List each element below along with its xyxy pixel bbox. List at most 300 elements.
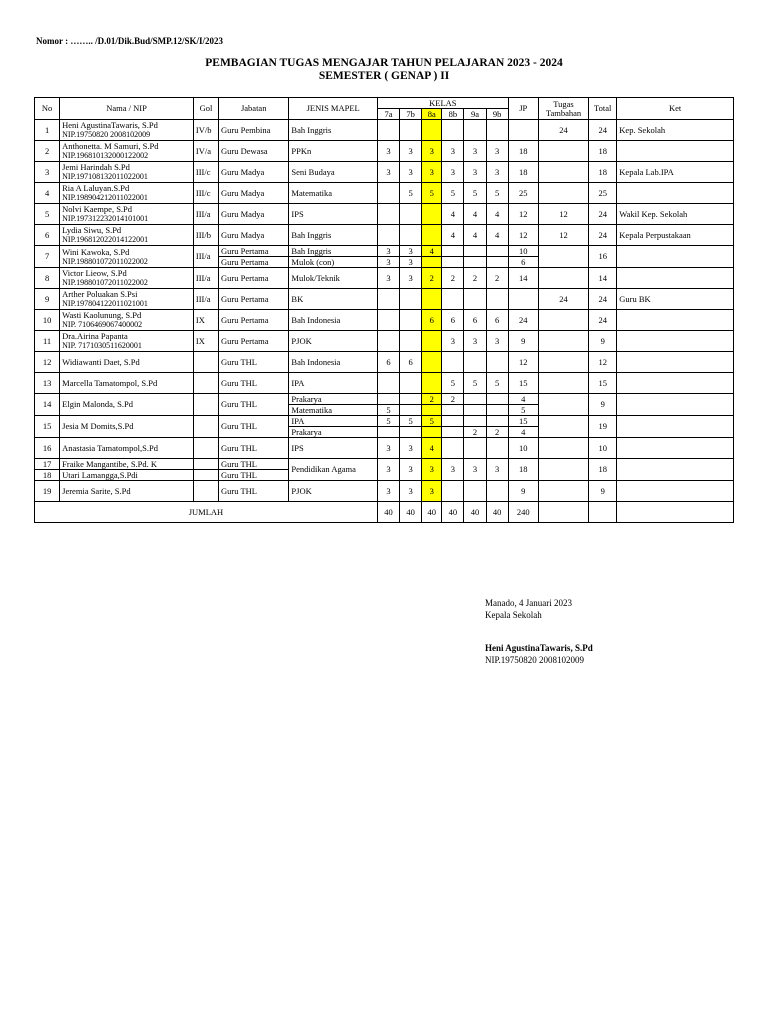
row-number: 19 (35, 481, 60, 502)
teacher-name: Marcella Tamatompol, S.Pd (62, 377, 158, 388)
kelas-9a-total: 40 (464, 502, 486, 523)
gol-cell: IX (193, 310, 218, 331)
kelas-7a-cell (377, 427, 399, 438)
jabatan-cell: Guru THL (219, 394, 289, 416)
kelas-7b-cell: 3 (400, 459, 422, 481)
col-total: Total (589, 98, 617, 120)
ket-cell: Guru BK (617, 289, 734, 310)
kelas-9a-cell: 4 (464, 204, 486, 225)
teacher-name: Anthonetta. M Samuri, S.Pd (62, 141, 159, 151)
jabatan-cell: Guru THL (219, 438, 289, 459)
total-cell: 24 (589, 289, 617, 310)
mapel-cell: Bah Inggris (289, 120, 378, 141)
name-nip-cell (60, 310, 194, 331)
name-nip-cell (60, 373, 194, 394)
kelas-7b-cell (400, 405, 422, 416)
jp-cell: 12 (508, 352, 538, 373)
teacher-nip: NIP.197108132011022001 (62, 172, 148, 181)
kelas-9a-cell: 5 (464, 373, 486, 394)
kelas-9a-cell: 5 (464, 183, 486, 204)
kelas-9b-cell: 5 (486, 183, 508, 204)
kelas-8b-cell: 3 (442, 141, 464, 162)
kelas-8a-cell (422, 331, 442, 352)
kelas-7b-cell (400, 427, 422, 438)
kelas-7a-cell (377, 120, 399, 141)
jp-cell: 6 (508, 257, 538, 268)
jp-cell: 18 (508, 141, 538, 162)
kelas-7a-cell: 3 (377, 268, 399, 289)
document-title: PEMBAGIAN TUGAS MENGAJAR TAHUN PELAJARAN 2023 - 2024 (205, 57, 563, 69)
tugas-tambahan-cell (538, 183, 588, 204)
jp-cell: 12 (508, 204, 538, 225)
kelas-8b-cell: 3 (442, 331, 464, 352)
table-row (35, 459, 734, 470)
mapel-cell: Mulok/Teknik (289, 268, 378, 289)
teacher-name: Widiawanti Daet, S.Pd (62, 356, 140, 367)
table-row (35, 331, 734, 352)
kelas-7a-cell (377, 289, 399, 310)
kelas-8b-cell (442, 289, 464, 310)
gol-cell: IV/a (193, 141, 218, 162)
kelas-7b-cell: 5 (400, 183, 422, 204)
mapel-cell: IPS (289, 438, 378, 459)
kelas-7a-cell (377, 373, 399, 394)
jp-cell: 12 (508, 225, 538, 246)
jp-cell (508, 289, 538, 310)
kelas-8b-cell: 5 (442, 373, 464, 394)
jp-cell: 18 (508, 459, 538, 481)
kelas-9a-cell (464, 416, 486, 427)
mapel-cell: PJOK (289, 481, 378, 502)
tugas-tambahan-cell: 24 (538, 120, 588, 141)
row-number: 1 (35, 120, 60, 141)
jabatan-cell: Guru THL (219, 352, 289, 373)
teaching-assignment-table (34, 97, 734, 523)
kelas-7a-cell: 3 (377, 246, 399, 257)
kelas-8b-cell (442, 438, 464, 459)
jp-cell: 24 (508, 310, 538, 331)
total-cell: 25 (589, 183, 617, 204)
kelas-7a-cell (377, 331, 399, 352)
kelas-9b-cell: 4 (486, 204, 508, 225)
table-header-row (35, 98, 734, 109)
total-cell: 24 (589, 204, 617, 225)
name-nip-cell (60, 331, 194, 352)
row-number: 12 (35, 352, 60, 373)
table-row (35, 373, 734, 394)
tugas-tambahan-cell (538, 268, 588, 289)
row-number: 7 (35, 246, 60, 268)
total-cell: 24 (589, 120, 617, 141)
kelas-7a-cell (377, 204, 399, 225)
tugas-tambahan-cell (538, 416, 588, 438)
teacher-nip: NIP.197804122011021001 (62, 299, 148, 308)
row-number: 11 (35, 331, 60, 352)
kelas-8a-cell (422, 405, 442, 416)
teacher-name: Jeremia Sarite, S.Pd (62, 485, 131, 496)
name-nip-cell (60, 162, 194, 183)
jp-cell: 4 (508, 427, 538, 438)
teacher-nip: NIP.196812022014122001 (62, 235, 149, 244)
mapel-cell: PJOK (289, 331, 378, 352)
jp-cell: 14 (508, 268, 538, 289)
mapel-cell: IPS (289, 204, 378, 225)
mapel-cell: Bah Indonesia (289, 352, 378, 373)
kelas-8a-cell (422, 427, 442, 438)
jabatan-cell: Guru THL (219, 373, 289, 394)
mapel-cell: IPA (289, 373, 378, 394)
kelas-9a-cell (464, 246, 486, 257)
kelas-7b-cell: 3 (400, 141, 422, 162)
jumlah-label: JUMLAH (35, 502, 378, 523)
total-cell: 12 (589, 352, 617, 373)
ket-cell: Wakil Kep. Sekolah (617, 204, 734, 225)
gol-cell (193, 459, 218, 470)
jp-cell: 10 (508, 438, 538, 459)
kelas-8b-cell: 2 (442, 268, 464, 289)
total-cell: 9 (589, 331, 617, 352)
kelas-8a-cell (422, 120, 442, 141)
row-number: 10 (35, 310, 60, 331)
kelas-9a-cell (464, 438, 486, 459)
gol-cell: III/c (193, 162, 218, 183)
teacher-nip: NIP.198801072011022002 (62, 256, 148, 266)
kelas-9b-cell: 3 (486, 162, 508, 183)
kelas-9b-cell (486, 394, 508, 405)
kelas-9a-cell (464, 289, 486, 310)
teacher-name: Utari Lamangga,S.Pdi (60, 470, 194, 481)
gol-cell: III/a (193, 268, 218, 289)
ket-cell (617, 459, 734, 481)
ket-total (617, 502, 734, 523)
kelas-9b-cell (486, 416, 508, 427)
teacher-name: Fraike Mangantibe, S.Pd. K (60, 459, 194, 470)
table-row (35, 183, 734, 204)
teacher-nip: NIP. 7106469067400002 (62, 320, 143, 329)
kelas-8a-cell: 2 (422, 268, 442, 289)
col-ket: Ket (617, 98, 734, 120)
row-number: 15 (35, 416, 60, 438)
kelas-9a-cell (464, 120, 486, 141)
kelas-7a-cell (377, 394, 399, 405)
ket-cell (617, 331, 734, 352)
kelas-8a-cell: 3 (422, 162, 442, 183)
signature-role: Kepala Sekolah (485, 610, 542, 620)
tugas-tambahan-cell: 12 (538, 204, 588, 225)
jabatan-cell: Guru Pertama (219, 268, 289, 289)
col-7b: 7b (400, 109, 422, 120)
gol-cell (193, 416, 218, 438)
ket-cell (617, 416, 734, 438)
gol-cell (193, 470, 218, 481)
kelas-9a-cell: 6 (464, 310, 486, 331)
teacher-nip: NIP. 7171030511620001 (62, 341, 142, 350)
kelas-8b-cell (442, 246, 464, 257)
table-row (35, 481, 734, 502)
kelas-9b-cell (486, 289, 508, 310)
table-row (35, 225, 734, 246)
kelas-8a-cell: 2 (422, 394, 442, 405)
jabatan-cell: Guru Pertama (219, 310, 289, 331)
ket-cell (617, 310, 734, 331)
jabatan-cell: Guru Pertama (219, 289, 289, 310)
teacher-nip: NIP.196810132000122002 (62, 151, 149, 160)
name-nip-cell (60, 183, 194, 204)
kelas-9a-cell (464, 352, 486, 373)
row-number: 5 (35, 204, 60, 225)
total-cell: 14 (589, 268, 617, 289)
mapel-cell: Matematika (289, 183, 378, 204)
col-8a: 8a (422, 109, 442, 120)
gol-cell (193, 394, 218, 416)
jp-cell: 9 (508, 481, 538, 502)
table-row (35, 141, 734, 162)
gol-cell: III/a (193, 246, 218, 268)
jp-cell: 18 (508, 162, 538, 183)
total-cell: 16 (589, 246, 617, 268)
kelas-7b-cell: 6 (400, 352, 422, 373)
kelas-9b-cell: 2 (486, 427, 508, 438)
ket-cell (617, 373, 734, 394)
kelas-7b-cell (400, 331, 422, 352)
kelas-7a-cell: 3 (377, 141, 399, 162)
kelas-9b-cell (486, 405, 508, 416)
name-nip-cell (60, 352, 194, 373)
total-cell: 24 (589, 310, 617, 331)
kelas-8b-cell (442, 416, 464, 427)
document-subtitle: SEMESTER ( GENAP ) II (318, 70, 450, 82)
teacher-name: Heni AgustinaTawaris, S.Pd (62, 120, 158, 130)
jabatan-cell: Guru THL (219, 470, 289, 481)
kelas-8a-cell: 5 (422, 183, 442, 204)
kelas-8b-cell (442, 120, 464, 141)
jp-cell (508, 120, 538, 141)
table-row (35, 246, 734, 257)
kelas-9b-cell: 6 (486, 310, 508, 331)
jabatan-cell: Guru Pertama (219, 331, 289, 352)
gol-cell: III/b (193, 225, 218, 246)
gol-cell (193, 373, 218, 394)
tugas-tambahan-cell (538, 373, 588, 394)
ket-cell (617, 141, 734, 162)
jp-cell: 4 (508, 394, 538, 405)
kelas-8a-cell: 4 (422, 246, 442, 257)
jabatan-cell: Guru Madya (219, 225, 289, 246)
mapel-cell: Prakarya (289, 394, 378, 405)
kelas-8a-cell: 3 (422, 141, 442, 162)
kelas-9b-cell: 4 (486, 225, 508, 246)
table-row (35, 289, 734, 310)
kelas-8a-cell (422, 352, 442, 373)
kelas-9b-cell: 3 (486, 459, 508, 481)
name-nip-cell (60, 141, 194, 162)
teacher-name: Jesia M Domits,S.Pd (60, 416, 194, 438)
name-nip-cell (60, 120, 194, 141)
kelas-7b-cell: 3 (400, 162, 422, 183)
col-no: No (35, 98, 60, 120)
col-mapel: JENIS MAPEL (289, 98, 378, 120)
name-nip-cell (60, 438, 194, 459)
teacher-name: Wini Kawoka, S.Pd (62, 246, 130, 257)
teacher-name: Ria A Laluyan.S.Pd (62, 183, 130, 193)
kelas-7a-cell: 3 (377, 257, 399, 268)
col-nama: Nama / NIP (60, 98, 194, 120)
name-nip-cell (60, 481, 194, 502)
ket-cell (617, 183, 734, 204)
table-row (35, 162, 734, 183)
kelas-7b-cell: 3 (400, 246, 422, 257)
kelas-8a-total: 40 (422, 502, 442, 523)
jp-cell: 9 (508, 331, 538, 352)
gol-cell: III/a (193, 204, 218, 225)
kelas-8a-cell: 3 (422, 459, 442, 481)
kelas-9b-cell (486, 438, 508, 459)
ket-cell (617, 438, 734, 459)
ket-cell (617, 481, 734, 502)
jp-cell: 10 (508, 246, 538, 257)
table-row (35, 352, 734, 373)
kelas-7a-cell (377, 310, 399, 331)
kelas-9b-cell (486, 257, 508, 268)
tugas-tambahan-cell (538, 246, 588, 268)
total-cell: 9 (589, 394, 617, 416)
gol-cell: III/a (193, 289, 218, 310)
kelas-8a-cell (422, 225, 442, 246)
col-kelas: KELAS (377, 98, 508, 109)
kelas-8b-cell (442, 427, 464, 438)
jumlah-row (35, 502, 734, 523)
jabatan-cell: Guru THL (219, 416, 289, 438)
jabatan-cell: Guru THL (219, 481, 289, 502)
teacher-nip: NIP.198801072011022002 (62, 278, 148, 287)
kelas-9b-cell: 2 (486, 268, 508, 289)
kelas-9a-cell: 3 (464, 331, 486, 352)
jp-cell: 5 (508, 405, 538, 416)
tugas-tambahan-cell (538, 162, 588, 183)
table-row (35, 438, 734, 459)
jp-cell: 25 (508, 183, 538, 204)
kelas-8a-cell (422, 289, 442, 310)
kelas-8b-cell: 4 (442, 204, 464, 225)
mapel-cell: PPKn (289, 141, 378, 162)
kelas-8b-cell: 3 (442, 162, 464, 183)
kelas-8a-cell: 5 (422, 416, 442, 427)
teacher-name: Elgin Malonda, S.Pd (60, 394, 194, 416)
kelas-7b-cell (400, 289, 422, 310)
name-nip-cell (60, 204, 194, 225)
jabatan-cell: Guru Pembina (219, 120, 289, 141)
table-row (35, 310, 734, 331)
mapel-cell: Bah Inggris (289, 225, 378, 246)
kelas-9b-cell (486, 120, 508, 141)
tugas-tambahan-cell: 24 (538, 289, 588, 310)
kelas-9a-cell: 4 (464, 225, 486, 246)
col-8b: 8b (442, 109, 464, 120)
kelas-7b-cell (400, 204, 422, 225)
total-cell: 24 (589, 225, 617, 246)
kelas-7b-total: 40 (400, 502, 422, 523)
kelas-9b-cell (486, 481, 508, 502)
tugas-tambahan-cell (538, 352, 588, 373)
kelas-8b-cell: 6 (442, 310, 464, 331)
col-7a: 7a (377, 109, 399, 120)
kelas-9b-cell: 5 (486, 373, 508, 394)
gol-cell: IX (193, 331, 218, 352)
kelas-7a-cell (377, 183, 399, 204)
kelas-9b-cell: 3 (486, 141, 508, 162)
gol-cell (193, 481, 218, 502)
jp-cell: 15 (508, 373, 538, 394)
kelas-7b-cell (400, 310, 422, 331)
row-number: 2 (35, 141, 60, 162)
teacher-nip: NIP.197312232014101001 (62, 214, 149, 223)
jp-total: 240 (508, 502, 538, 523)
row-number: 6 (35, 225, 60, 246)
kelas-8a-cell: 3 (422, 481, 442, 502)
table-row (35, 120, 734, 141)
ket-cell: Kep. Sekolah (617, 120, 734, 141)
teacher-name: Dra.Airina Papanta (62, 331, 128, 341)
kelas-7b-cell: 3 (400, 481, 422, 502)
mapel-cell: Prakarya (289, 427, 378, 438)
jabatan-cell: Guru Madya (219, 183, 289, 204)
kelas-8a-cell (422, 373, 442, 394)
kelas-8b-cell (442, 481, 464, 502)
row-number: 13 (35, 373, 60, 394)
kelas-7a-cell: 5 (377, 405, 399, 416)
name-nip-cell (60, 289, 194, 310)
col-tugas-tambahan: Tugas Tambahan (538, 98, 588, 120)
kelas-7b-cell: 3 (400, 438, 422, 459)
kelas-9a-cell (464, 394, 486, 405)
kelas-8b-cell (442, 405, 464, 416)
kelas-9a-cell (464, 257, 486, 268)
tugas-tambahan-cell (538, 310, 588, 331)
jp-cell: 15 (508, 416, 538, 427)
kelas-8b-cell: 3 (442, 459, 464, 481)
signature-name: Heni AgustinaTawaris, S.Pd (485, 643, 593, 653)
teacher-name: Victor Lieow, S.Pd (62, 268, 127, 278)
row-number: 17 (35, 459, 60, 470)
kelas-7b-cell (400, 120, 422, 141)
jabatan-cell: Guru Madya (219, 162, 289, 183)
kelas-7a-cell: 3 (377, 162, 399, 183)
tugas-tambahan-cell (538, 394, 588, 416)
kelas-8b-total: 40 (442, 502, 464, 523)
jabatan-cell: Guru Madya (219, 204, 289, 225)
kelas-9b-cell (486, 352, 508, 373)
jabatan-cell: Guru Pertama (219, 257, 289, 268)
jabatan-cell: Guru Dewasa (219, 141, 289, 162)
tugas-tambahan-cell: 12 (538, 225, 588, 246)
kelas-8a-cell: 4 (422, 438, 442, 459)
kelas-9a-cell: 2 (464, 268, 486, 289)
kelas-7a-cell: 3 (377, 438, 399, 459)
kelas-7b-cell (400, 373, 422, 394)
total-cell: 9 (589, 481, 617, 502)
kelas-9b-cell: 3 (486, 331, 508, 352)
teacher-name: Anastasia Tamatompol,S.Pd (62, 442, 158, 453)
table-row (35, 204, 734, 225)
total-cell: 18 (589, 141, 617, 162)
row-number: 18 (35, 470, 60, 481)
kelas-8a-cell (422, 204, 442, 225)
tugas-tambahan-cell (538, 141, 588, 162)
kelas-7a-cell: 3 (377, 481, 399, 502)
kelas-7a-cell (377, 225, 399, 246)
ket-cell: Kepala Lab.IPA (617, 162, 734, 183)
col-jabatan: Jabatan (219, 98, 289, 120)
